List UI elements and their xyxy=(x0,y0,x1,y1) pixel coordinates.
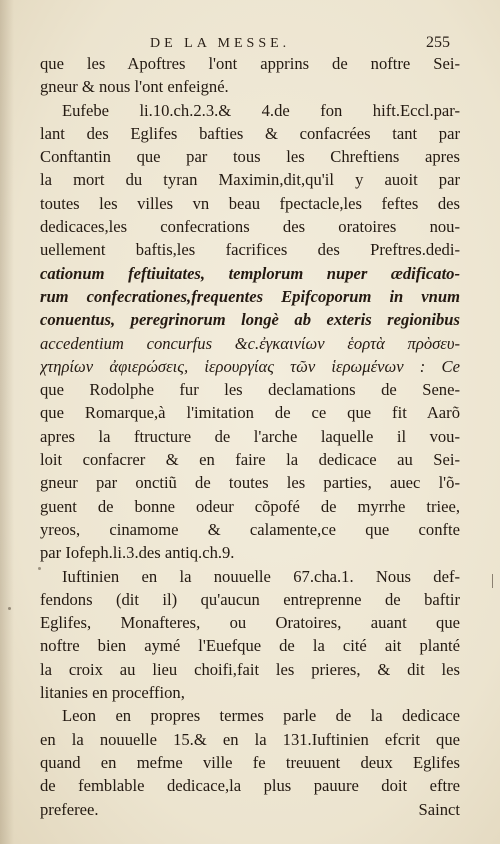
text-line: litanies en proceffion, xyxy=(40,683,185,703)
text-line-greek: accedentium concurfus &c.ἐγκαινίων ἑορτὰ πρὸσευ- xyxy=(40,333,460,353)
text-line: de femblable dedicace,la plus pauure doit eftre xyxy=(40,776,460,796)
paper-speck xyxy=(8,607,11,610)
text-line: la mort du tyran Maximin,dit,qu'il y auoit par xyxy=(40,170,460,190)
text-line: lant des Eglifes bafties & confacrées tant par xyxy=(40,123,460,143)
final-line xyxy=(40,798,460,821)
text-line-latin: conuentus, peregrinorum longè ab exteris regionibus xyxy=(40,310,460,330)
body-text xyxy=(40,52,460,821)
text-line: en la nouuelle 15.& en la 131.Iuftinien efcrit que xyxy=(40,729,460,749)
text-line: Iuftinien en la nouuelle 67.cha.1. Nous def- xyxy=(62,566,460,586)
page-gutter-shadow xyxy=(0,0,14,844)
text-line: Eufebe li.10.ch.2.3.& 4.de fon hift.Eccl.par- xyxy=(62,100,460,120)
page-number: 255 xyxy=(426,34,450,51)
text-line: yreos, cinamome & calamente,ce que confte xyxy=(40,519,460,539)
text-line: gneur par onctiũ de toutes les parties, auec l'õ- xyxy=(40,473,460,493)
running-head: DE LA MESSE. xyxy=(150,36,291,51)
text-line: que les Apoftres l'ont apprins de noftre Sei- xyxy=(40,54,460,73)
text-line: par Iofeph.li.3.des antiq.ch.9. xyxy=(40,543,235,563)
text-line: dedicaces,les confecrations des oratoires nou- xyxy=(40,217,460,237)
text-line: loit confacrer & en faire la dedicace au Sei- xyxy=(40,450,460,470)
text-line: Conftantin que par tous les Chreftiens apres xyxy=(40,147,460,167)
catchword: Sainct xyxy=(418,799,460,819)
text-line: gneur & nous l'ont enfeigné. xyxy=(40,77,229,97)
text-line: uellement baftis,les facrifices des Preftres.dedi- xyxy=(40,240,460,260)
text-line: toutes les villes vn beau fpectacle,les feftes des xyxy=(40,193,460,213)
text-line: Eglifes, Monafteres, ou Oratoires, auant que xyxy=(40,613,460,633)
text-line: que Rodolphe fur les declamations de Sene- xyxy=(40,380,460,400)
text-line: la croix au lieu choifi,fait les prieres, & dit les xyxy=(40,659,460,679)
text-line: fendons (dit il) qu'aucun entreprenne de baftir xyxy=(40,589,460,609)
text-line: guent de bonne odeur cõpofé de myrrhe triee, xyxy=(40,496,460,516)
text-line: noftre bien aymé l'Euefque de la cité ait planté xyxy=(40,636,460,656)
paper-speck xyxy=(38,567,41,570)
text-line: que Romarque,à l'imitation de ce que fit Aarõ xyxy=(40,403,460,423)
text-line: apres la ftructure de l'arche laquelle il vou- xyxy=(40,426,460,446)
text-line: preferee. xyxy=(40,799,99,819)
text-line-latin: cationum feftiuitates, templorum nuper ædificato- xyxy=(40,263,460,283)
text-line: Leon en propres termes parle de la dedicace xyxy=(62,706,460,726)
text-line-latin: rum confecrationes,frequentes Epifcoporum in vnum xyxy=(40,286,460,306)
margin-mark xyxy=(492,574,493,588)
text-line-greek: χτηρίων ἀφιερώσεις, ἱερουργίας τῶν ἱερωμένων : Ce xyxy=(40,356,460,376)
text-line: quand en mefme ville fe treuuent deux Eglifes xyxy=(40,752,460,772)
